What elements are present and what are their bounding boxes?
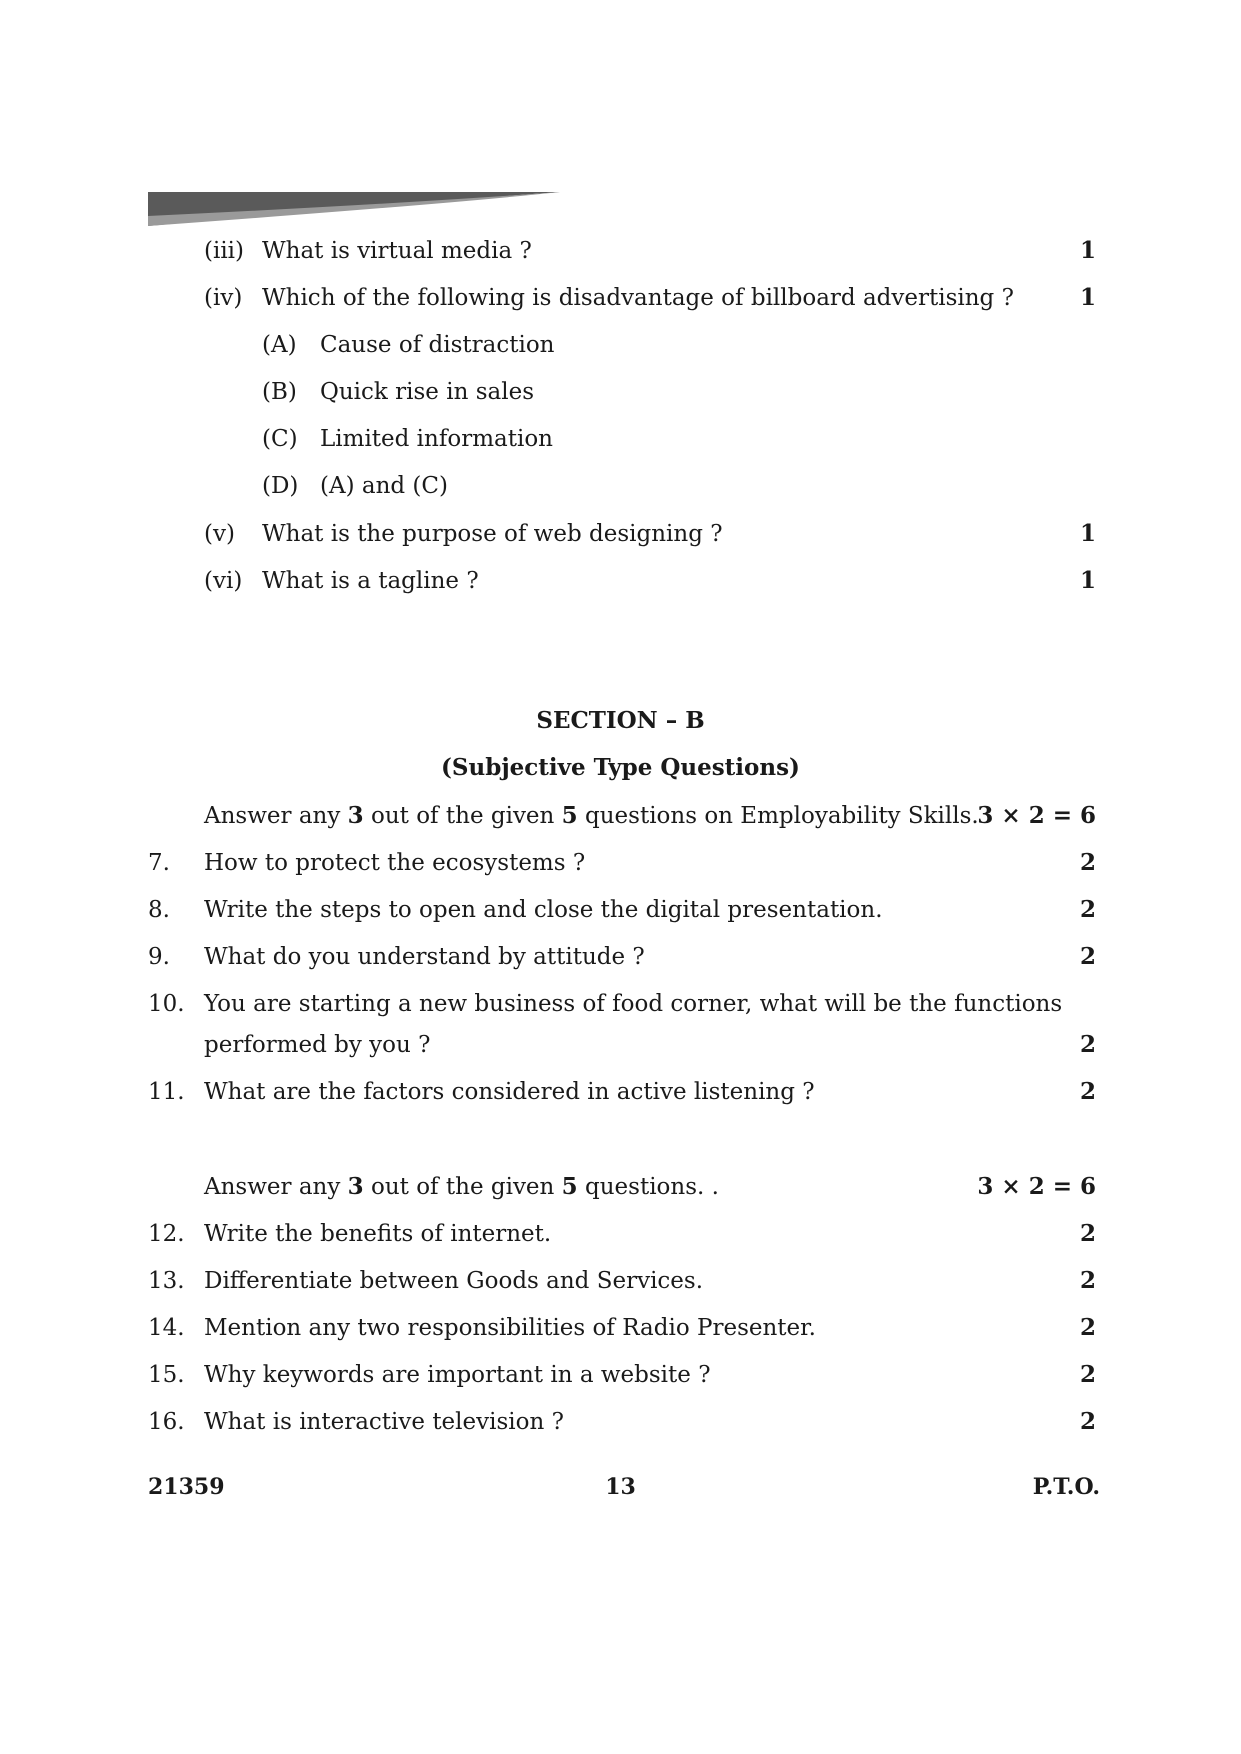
question-text: What is the purpose of web designing ? (262, 521, 723, 547)
section-title: SECTION – B (536, 707, 705, 734)
page-number: 13 (605, 1474, 636, 1500)
question-number: 8. (148, 897, 170, 923)
question-text: You are starting a new business of food corner, what will be the functions (204, 991, 1063, 1017)
section-subtitle: (Subjective Type Questions) (441, 754, 800, 781)
question-number: (v) (204, 521, 235, 547)
question-number: 9. (148, 944, 170, 970)
question-text: What are the factors considered in active listening ? (204, 1079, 815, 1105)
question-number: (iii) (204, 238, 245, 264)
question-text: Mention any two responsibilities of Radio Presenter. (204, 1315, 816, 1341)
question-text: What do you understand by attitude ? (204, 944, 645, 970)
question-number: 7. (148, 850, 170, 876)
question-marks: 2 (1079, 1220, 1096, 1247)
question-text: What is a tagline ? (262, 568, 479, 594)
question-marks: 2 (1079, 1078, 1096, 1105)
paper-code: 21359 (148, 1474, 225, 1500)
instruction-marks: 3 × 2 = 6 (977, 1173, 1096, 1200)
question-marks: 1 (1079, 520, 1096, 547)
question-marks: 1 (1079, 567, 1096, 594)
option-text: Cause of distraction (320, 332, 555, 358)
instruction-marks: 3 × 2 = 6 (977, 802, 1096, 829)
question-text: What is interactive television ? (204, 1409, 564, 1435)
instruction-text: Answer any 3 out of the given 5 questions. . (204, 1173, 719, 1200)
question-marks: 1 (1079, 284, 1096, 311)
question-marks: 2 (1079, 1361, 1096, 1388)
question-text: Write the steps to open and close the digital presentation. (204, 897, 883, 923)
question-marks: 2 (1079, 1267, 1096, 1294)
question-number: 10. (148, 991, 185, 1017)
question-text: Differentiate between Goods and Services. (204, 1268, 704, 1294)
question-number: 12. (148, 1221, 185, 1247)
question-number: 11. (148, 1079, 185, 1105)
option-label: (C) (262, 426, 298, 452)
question-marks: 2 (1079, 1031, 1096, 1058)
question-text: Write the benefits of internet. (204, 1221, 552, 1247)
question-marks: 2 (1079, 849, 1096, 876)
question-number: 13. (148, 1268, 185, 1294)
question-marks: 2 (1079, 1408, 1096, 1435)
option-label: (A) (262, 332, 297, 358)
question-marks: 2 (1079, 943, 1096, 970)
question-text: Which of the following is disadvantage of billboard advertising ? (262, 285, 1014, 311)
option-text: Quick rise in sales (320, 379, 534, 405)
question-marks: 1 (1079, 237, 1096, 264)
pto-label: P.T.O. (1032, 1474, 1100, 1500)
option-text: Limited information (320, 426, 553, 452)
header-swoosh-decoration (148, 190, 560, 226)
option-text: (A) and (C) (320, 473, 448, 499)
question-number: 14. (148, 1315, 185, 1341)
question-number: (vi) (204, 568, 243, 594)
question-text: performed by you ? (204, 1032, 431, 1058)
instruction-text: Answer any 3 out of the given 5 questions on Employability Skills. (204, 802, 979, 829)
question-marks: 2 (1079, 1314, 1096, 1341)
option-label: (D) (262, 473, 299, 499)
question-marks: 2 (1079, 896, 1096, 923)
option-label: (B) (262, 379, 297, 405)
question-number: 16. (148, 1409, 185, 1435)
question-number: (iv) (204, 285, 243, 311)
question-text: Why keywords are important in a website ? (204, 1362, 711, 1388)
question-text: How to protect the ecosystems ? (204, 850, 586, 876)
question-number: 15. (148, 1362, 185, 1388)
question-text: What is virtual media ? (262, 238, 532, 264)
